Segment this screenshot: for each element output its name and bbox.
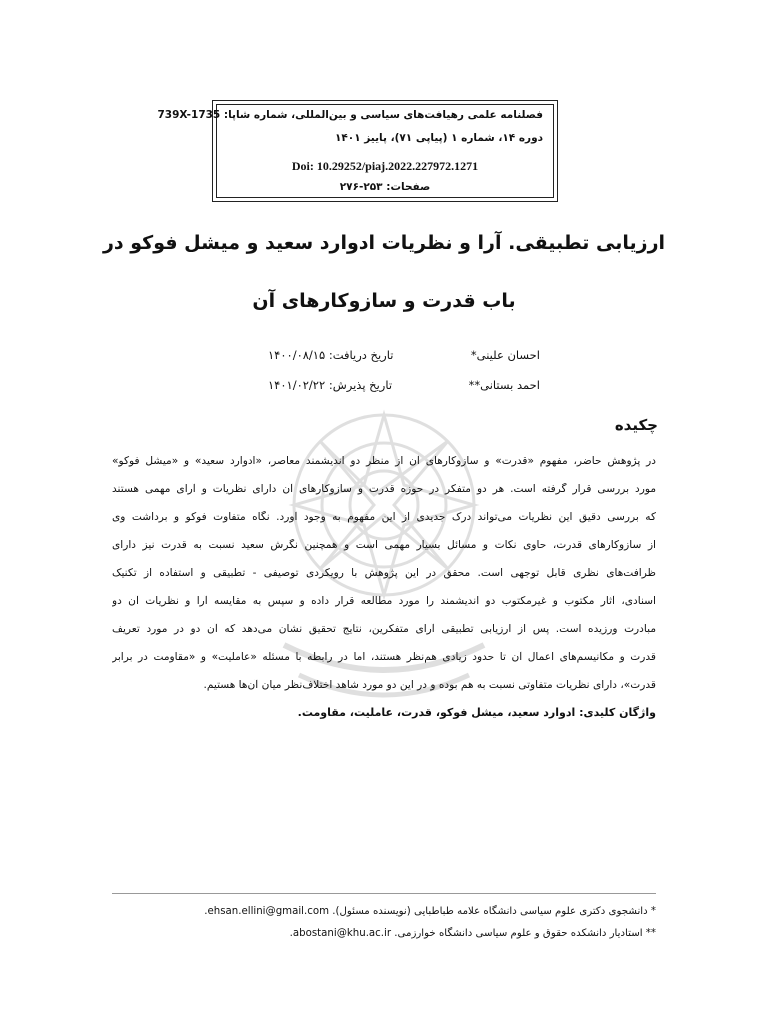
abstract-line: قدرت و مکانیسم‌های اعمال آن تا حدود زیادی هم‌نظر هستند، اما در رابطه با مسئله «عاملیت» و «مقاومت در برابر (112, 651, 656, 663)
journal-doi: Doi: 10.29252/piaj.2022.227972.1271 (291, 159, 479, 173)
accepted-date: تاریخ پذیرش: ۱۴۰۱/۰۲/۲۲ (268, 378, 393, 392)
footnote-author-1: * دانشجوی دکتری علوم سیاسی دانشگاه علامه طباطبایی (نویسنده مسئول). ehsan.ellini@gmail.com. (204, 906, 656, 917)
footnote-divider (112, 893, 656, 894)
abstract-line: مبادرت ورزیده است. پس از ارزیابی تطبیقی آرای متفکرین، نتایج تحقیق نشان می‌دهد که آن دو در مورد تعریف (112, 623, 656, 635)
author-1-name: احسان علینی* (470, 348, 540, 362)
keywords: واژگان کلیدی: ادوارد سعید، میشل فوکو، قدرت، عاملیت، مقاومت. (297, 706, 656, 719)
abstract-line: ظرافت‌های نظری قابل توجهی است. محقق در این پژوهش با رویکردی توصیفی - تطبیقی و استفاده از تکنیک (112, 567, 656, 579)
abstract-line: در پژوهش حاضر، مفهوم «قدرت» و سازوکارهای آن از منظر دو اندیشمند معاصر، «ادوارد سعید» و «میشل فوکو» (112, 455, 656, 467)
abstract-line: مورد بررسی قرار گرفته است. هر دو متفکر در حوزه قدرت و سازوکارهای آن دارای نظریات و آرای مهمی هستند (112, 483, 656, 495)
abstract-line: قدرت»، دارای نظریات متفاوتی نسبت به هم بوده و در این دو مورد شاهد اختلاف‌نظر میان آن‌ها هستیم. (203, 679, 656, 691)
journal-pages: صفحات: ۲۵۳-۲۷۶ (339, 181, 431, 193)
journal-info-box (157, 100, 558, 202)
university-logo-watermark (264, 395, 504, 725)
received-date: تاریخ دریافت: ۱۴۰۰/۰۸/۱۵ (268, 348, 394, 362)
abstract-line: از سازوکارهای قدرت، حاوی نکات و مسائل بسیار مهمی است و همچنین نگرش سعید نسبت به قدرت نیز دارای (112, 539, 656, 551)
journal-volume-line: دوره ۱۴، شماره ۱ (پیاپی ۷۱)، پاییز ۱۴۰۱ (334, 132, 543, 144)
footnote-author-2: ** استادیار دانشکده حقوق و علوم سیاسی دانشگاه خوارزمی. abostani@khu.ac.ir. (289, 928, 656, 939)
journal-issn-line: فصلنامه علمی رهیافت‌های سیاسی و بین‌المللی، شماره شاپا: 739X-1735 (157, 109, 543, 121)
author-2-name: احمد بستانی** (468, 378, 540, 392)
article-title-line1: ارزیابی تطبیقی. آرا و نظریات ادوارد سعید و میشل فوکو در (102, 232, 666, 254)
abstract-line: که بررسی دقیق این نظریات می‌تواند درک جدیدی از این مفهوم به وجود آورد. نگاه متفاوت فوکو و برداشت وی (112, 511, 656, 523)
article-title-line2: باب قدرت و سازوکارهای آن (252, 290, 516, 312)
abstract-line: اسنادی، آثار مکتوب و غیرمکتوب دو اندیشمند را مورد مطالعه قرار داده و سپس به مقایسه آرا و نظریات آن دو (112, 595, 656, 607)
abstract-heading: چکیده (614, 416, 658, 434)
